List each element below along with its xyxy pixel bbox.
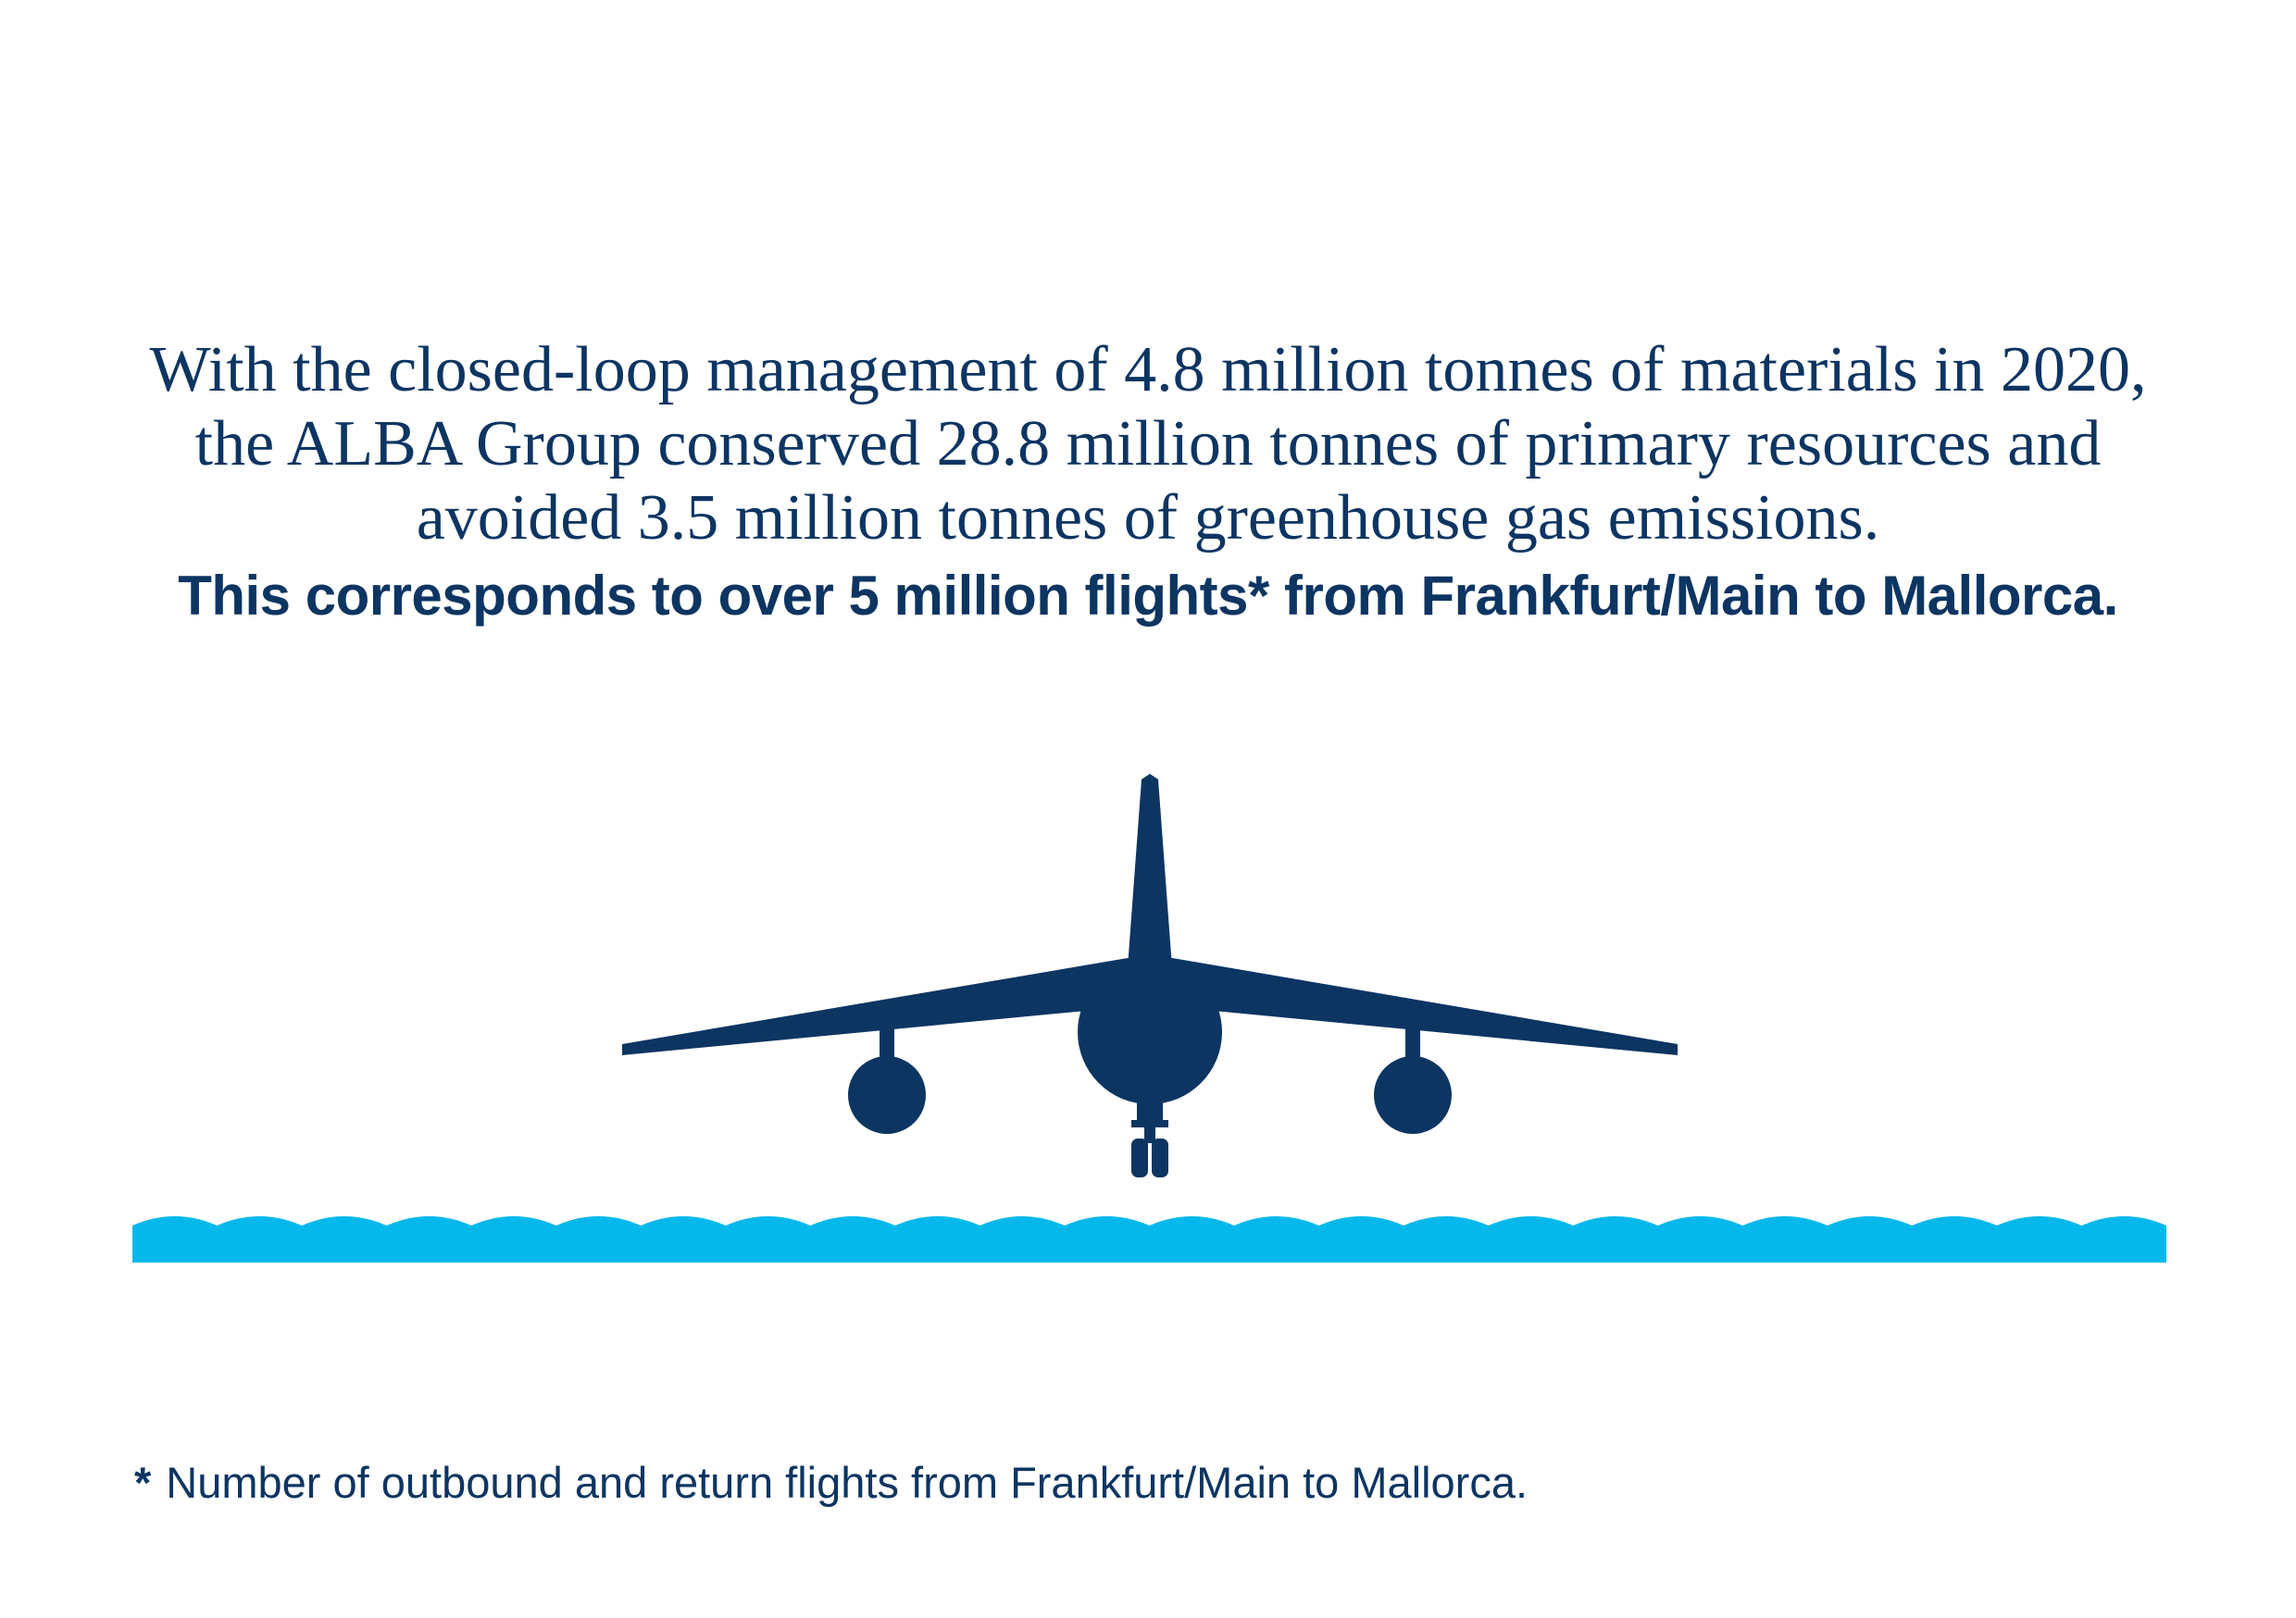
airplane-front-view-icon [622,774,1678,1177]
left-engine [848,1056,926,1134]
right-engine-pylon [1405,1016,1420,1061]
landing-gear-wheel-right [1152,1139,1168,1177]
intro-line-1: With the closed-loop management of 4.8 million tonnes of materials in 2020, [149,334,2147,405]
sea-waves-icon [132,1216,2166,1263]
tail-fin [1128,774,1172,967]
fuselage [1078,960,1222,1104]
right-engine [1374,1056,1452,1134]
landing-gear-wheel-left [1131,1139,1148,1177]
footnote [134,1455,1528,1511]
footnote-marker: * [134,1458,152,1507]
flights-highlight: This corresponds to over 5 million flights* from Frankfurt/Main to Mallorca. [178,565,2118,627]
intro-line-2: the ALBA Group conserved 28.8 million tonnes of primary resources and [194,408,2102,479]
footnote-text: Number of outbound and return flights from Frankfurt/Main to Mallorca. [166,1458,1529,1507]
intro-line-3: avoided 3.5 million tonnes of greenhouse gas emissions. [416,482,1880,554]
left-engine-pylon [880,1016,894,1061]
